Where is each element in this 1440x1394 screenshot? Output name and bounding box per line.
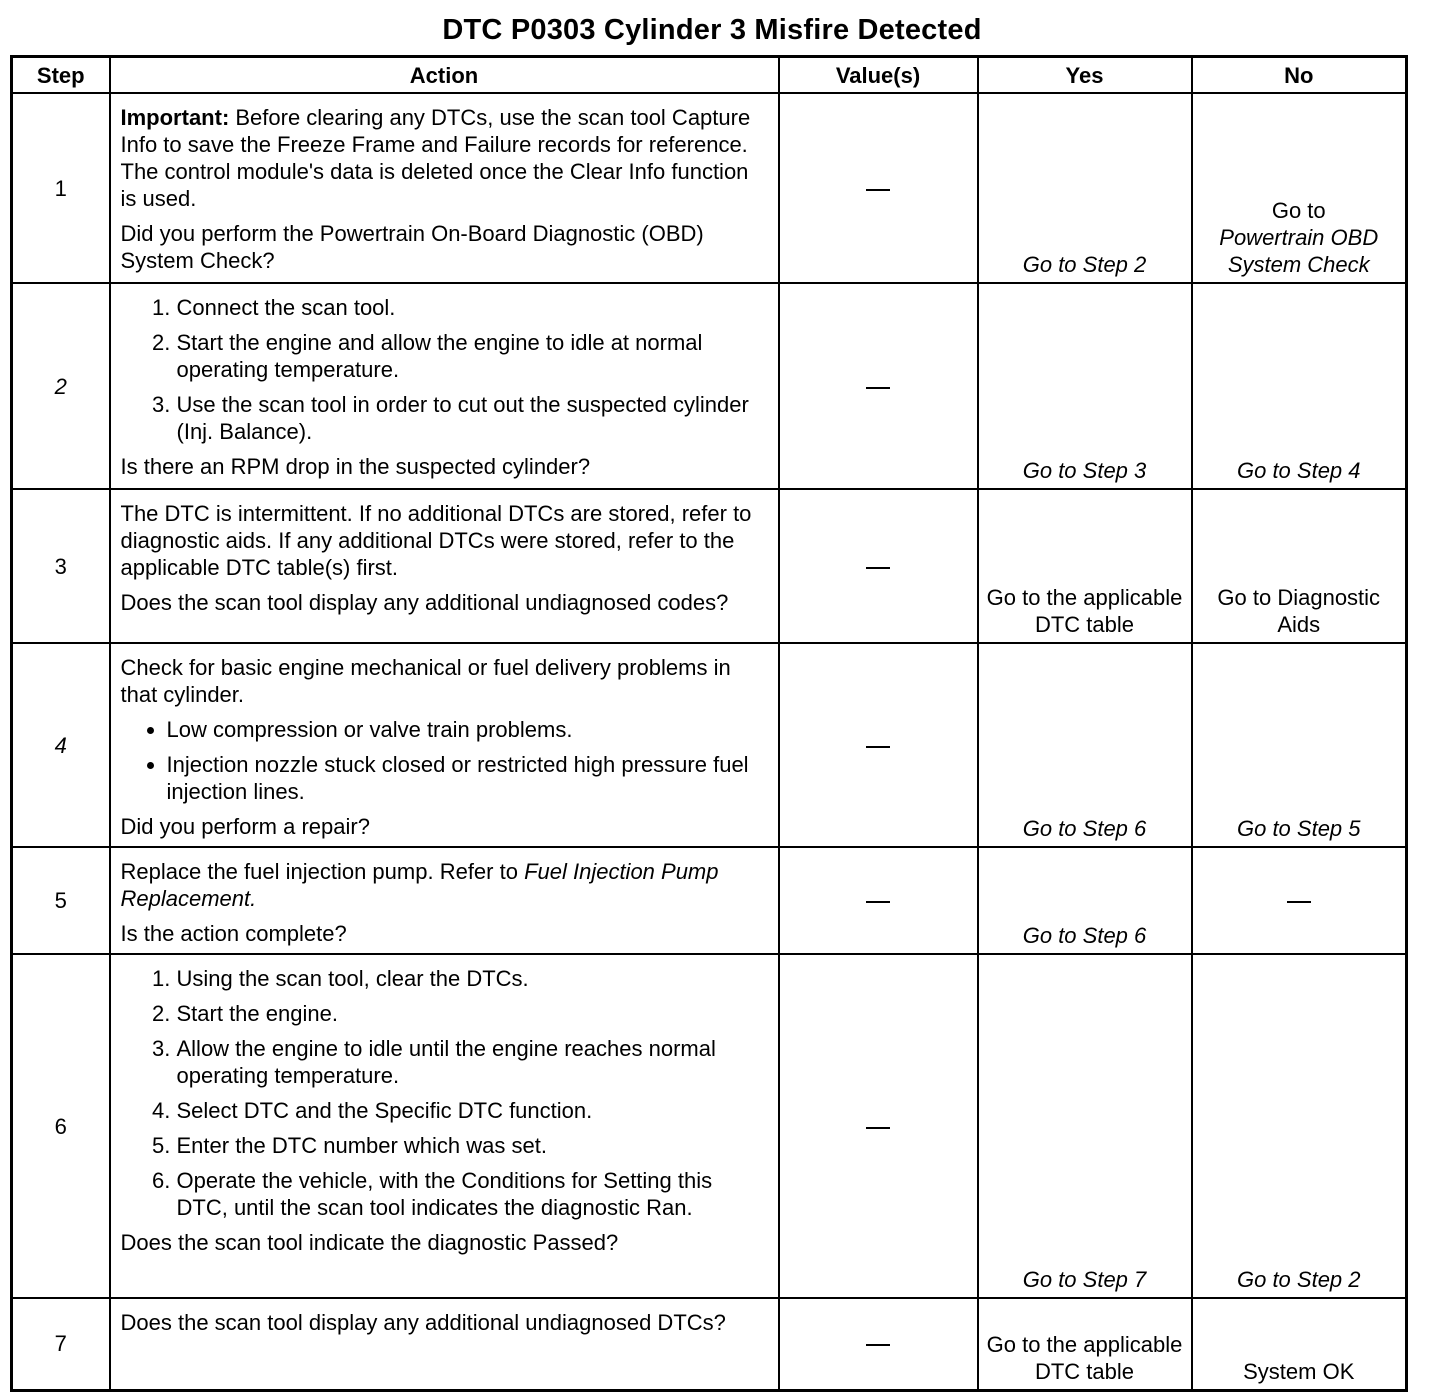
yes-link[interactable]: Go to Step 2 <box>1022 252 1147 277</box>
procedure-link[interactable]: Fuel Injection Pump Replacement. <box>120 859 719 911</box>
yes-link[interactable]: Go to Step 3 <box>1022 458 1147 483</box>
numbered-list <box>121 965 768 1221</box>
yes-link[interactable]: Go to the applicable DTC table <box>986 1331 1183 1384</box>
action-question: Did you perform the Powertrain On-Board Diagnostic (OBD) System Check? <box>120 221 704 273</box>
action-question: Does the scan tool display any additional undiagnosed codes? <box>120 590 729 615</box>
table-row <box>12 643 1407 847</box>
header-values: Value(s) <box>779 57 978 94</box>
list-item: 1. Using the scan tool, clear the DTCs. <box>177 965 768 992</box>
action-text <box>121 858 768 912</box>
action-cell <box>110 954 779 1298</box>
header-step: Step <box>12 57 110 94</box>
action-text: Check for basic engine mechanical or fuel delivery problems in that cylinder. <box>120 655 731 707</box>
value-cell <box>779 1298 978 1390</box>
action-question: Did you perform a repair? <box>120 814 370 839</box>
value-cell <box>779 93 978 283</box>
important-text: Before clearing any DTCs, use the scan tool Capture Info to save the Freeze Frame and Failure records for reference. The control module's data is deleted once the Clear Info function is used. <box>120 105 751 211</box>
action-question: Does the scan tool indicate the diagnostic Passed? <box>120 1230 619 1255</box>
step-number: 4 <box>12 643 110 847</box>
yes-cell <box>978 1298 1192 1390</box>
dash-mark <box>866 387 890 389</box>
list-item: 3. Allow the engine to idle until the engine reaches normal operating temperature. <box>177 1035 768 1089</box>
dash-mark <box>866 567 890 569</box>
yes-cell <box>978 283 1192 489</box>
no-cell <box>1192 643 1407 847</box>
no-link[interactable]: Go to Step 2 <box>1236 1267 1361 1292</box>
value-cell <box>779 489 978 643</box>
yes-cell <box>978 954 1192 1298</box>
header-yes: Yes <box>978 57 1192 94</box>
action-text-prefix: Replace the fuel injection pump. Refer to <box>120 859 525 884</box>
no-cell <box>1192 954 1407 1298</box>
step-number: 7 <box>12 1298 110 1390</box>
dash-mark <box>866 1344 890 1346</box>
table-row <box>12 1298 1407 1390</box>
action-cell <box>110 283 779 489</box>
action-cell <box>110 847 779 954</box>
yes-cell <box>978 489 1192 643</box>
no-link[interactable]: Go to Step 5 <box>1236 816 1361 841</box>
table-row <box>12 283 1407 489</box>
yes-link[interactable]: Go to Step 6 <box>1022 923 1147 948</box>
no-cell <box>1192 93 1407 283</box>
no-cell <box>1192 489 1407 643</box>
yes-link[interactable]: Go to the applicable DTC table <box>986 585 1183 637</box>
list-item: 1. Connect the scan tool. <box>177 294 768 321</box>
diagnostic-table <box>10 55 1408 1392</box>
value-cell <box>779 954 978 1298</box>
value-cell <box>779 283 978 489</box>
action-cell <box>110 643 779 847</box>
action-cell <box>110 93 779 283</box>
dash-mark <box>866 1127 890 1129</box>
important-note <box>121 104 768 212</box>
list-item: • Low compression or valve train problems. <box>167 716 768 743</box>
value-cell <box>779 643 978 847</box>
no-cell <box>1192 847 1407 954</box>
list-item: 4. Select DTC and the Specific DTC function. <box>177 1097 768 1124</box>
table-header-row <box>12 57 1407 94</box>
list-item: 2. Start the engine. <box>177 1000 768 1027</box>
step-number: 1 <box>12 93 110 283</box>
no-link[interactable]: Go to Step 4 <box>1236 458 1361 483</box>
step-number: 6 <box>12 954 110 1298</box>
list-item: 6. Operate the vehicle, with the Conditions for Setting this DTC, until the scan tool indicates the diagnostic Ran. <box>177 1167 768 1221</box>
action-question: Is the action complete? <box>120 921 347 946</box>
step-number: 3 <box>12 489 110 643</box>
list-item: • Injection nozzle stuck closed or restricted high pressure fuel injection lines. <box>167 751 768 805</box>
no-prefix: Go to <box>1271 198 1326 223</box>
important-label: Important: <box>120 105 230 130</box>
yes-cell <box>978 93 1192 283</box>
yes-cell <box>978 847 1192 954</box>
dash-mark <box>866 746 890 748</box>
table-row <box>12 954 1407 1298</box>
yes-link[interactable]: Go to Step 6 <box>1022 816 1147 841</box>
action-cell <box>110 489 779 643</box>
no-cell <box>1192 283 1407 489</box>
list-item: 2. Start the engine and allow the engine to idle at normal operating temperature. <box>177 329 768 383</box>
no-link[interactable]: Powertrain OBD System Check <box>1219 225 1379 277</box>
dash-mark <box>866 189 890 191</box>
dash-mark <box>866 901 890 903</box>
action-text: The DTC is intermittent. If no additional DTCs are stored, refer to diagnostic aids. If any additional DTCs were stored, refer to the applicable DTC table(s) first. <box>120 501 752 580</box>
no-cell <box>1192 1298 1407 1390</box>
action-cell <box>110 1298 779 1390</box>
list-item: 5. Enter the DTC number which was set. <box>177 1132 768 1159</box>
no-result: System OK <box>1243 1358 1355 1384</box>
list-item: 3. Use the scan tool in order to cut out the suspected cylinder (Inj. Balance). <box>177 391 768 445</box>
page-title: DTC P0303 Cylinder 3 Misfire Detected <box>442 14 982 46</box>
value-cell <box>779 847 978 954</box>
action-question: Does the scan tool display any additional undiagnosed DTCs? <box>120 1310 726 1335</box>
action-question: Is there an RPM drop in the suspected cylinder? <box>120 454 591 479</box>
dash-mark <box>1287 901 1311 903</box>
numbered-list <box>121 294 768 445</box>
table-row <box>12 847 1407 954</box>
header-no: No <box>1192 57 1407 94</box>
step-number: 5 <box>12 847 110 954</box>
table-row <box>12 93 1407 283</box>
yes-link[interactable]: Go to Step 7 <box>1022 1267 1147 1292</box>
header-action: Action <box>110 57 779 94</box>
table-row <box>12 489 1407 643</box>
no-link[interactable]: Go to Diagnostic Aids <box>1217 585 1381 637</box>
step-number: 2 <box>12 283 110 489</box>
yes-cell <box>978 643 1192 847</box>
bullet-list <box>121 716 768 805</box>
